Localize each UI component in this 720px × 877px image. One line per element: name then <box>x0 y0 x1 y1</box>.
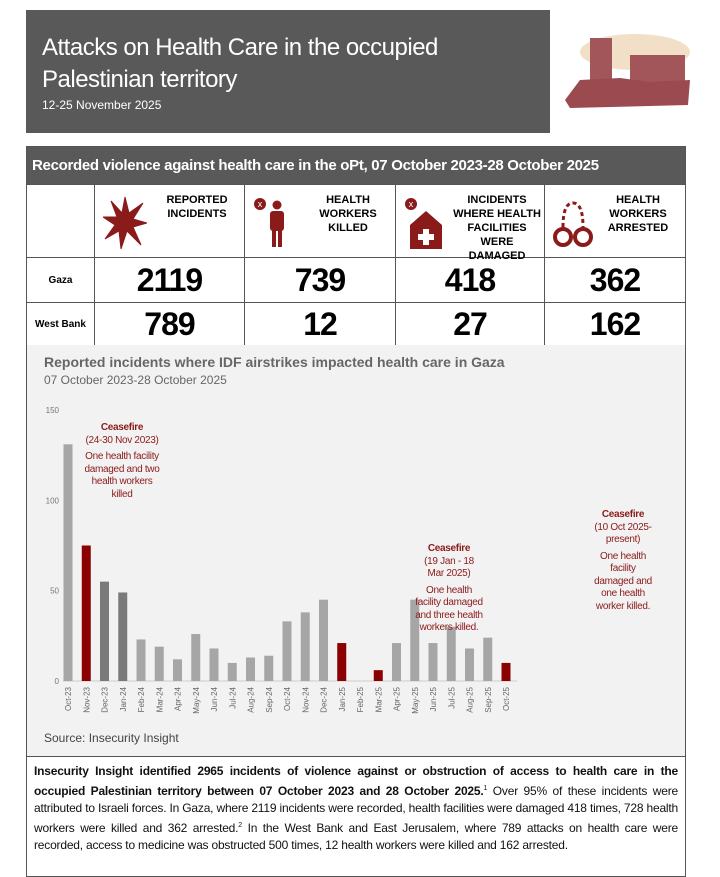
bar-nov-23 <box>82 546 91 682</box>
annotation-ceasefire-oct-2025: Ceasefire (10 Oct 2025-present) One health facility damaged and one health worker killed. <box>594 509 652 612</box>
report-title: Attacks on Health Care in the occupied Palestinian territory <box>42 34 438 93</box>
person-killed-icon <box>253 195 293 249</box>
column-header: x INCIDENTS WHERE HEALTH FACILITIES WERE DAMAGED <box>395 185 544 257</box>
x-tick-label: Jul-25 <box>447 687 457 709</box>
bar-oct-23 <box>64 444 73 681</box>
column-header: HEALTH WORKERS ARRESTED <box>544 185 685 257</box>
x-tick-label: Aug-25 <box>465 687 475 713</box>
x-tick-label: Jul-24 <box>228 687 238 709</box>
bar-mar-24 <box>155 647 164 681</box>
bar-jan-24 <box>118 592 127 681</box>
bar-nov-24 <box>301 612 310 681</box>
wb-killed: 12 <box>244 303 395 346</box>
explosion-icon <box>103 195 147 251</box>
bar-apr-24 <box>173 659 182 681</box>
x-tick-label: Apr-24 <box>173 687 183 712</box>
y-tick-label: 150 <box>45 406 59 415</box>
bar-oct-24 <box>283 621 292 681</box>
annotation-ceasefire-2023: Ceasefire (24-30 Nov 2023) One health facility damaged and two health workers killed <box>84 422 160 500</box>
statistics-table <box>26 146 686 346</box>
chart-subtitle: 07 October 2023-28 October 2025 <box>44 373 227 387</box>
svg-text:x: x <box>257 199 263 209</box>
bar-jun-24 <box>210 648 219 681</box>
bar-dec-23 <box>100 582 109 681</box>
x-tick-label: Nov-24 <box>301 687 311 713</box>
chart-title: Reported incidents where IDF airstrikes impacted health care in Gaza <box>44 354 505 370</box>
bar-mar-25 <box>374 670 383 681</box>
table-title: Recorded violence against health care in the oPt, 07 October 2023-28 October 2025 <box>27 147 685 184</box>
report-header <box>26 10 550 133</box>
bar-jul-25 <box>447 627 456 681</box>
gaza-arrested: 362 <box>544 258 685 302</box>
bar-jul-24 <box>228 663 237 681</box>
x-tick-label: Nov-23 <box>82 687 92 713</box>
x-tick-label: Feb-25 <box>356 687 365 713</box>
column-header: x HEALTH WORKERS KILLED <box>244 185 395 257</box>
table-row-gaza <box>27 257 685 302</box>
bar-oct-25 <box>502 663 511 681</box>
gaza-killed: 739 <box>244 258 395 302</box>
y-tick-label: 0 <box>54 677 59 686</box>
row-label: Gaza <box>48 274 73 286</box>
gaza-facilities-damaged: 418 <box>395 258 544 302</box>
bar-sep-25 <box>483 638 492 681</box>
x-tick-label: May-25 <box>410 687 420 714</box>
x-tick-label: Feb-24 <box>137 687 146 713</box>
report-date: 12-25 November 2025 <box>42 98 162 112</box>
y-tick-label: 100 <box>45 496 59 506</box>
bar-feb-24 <box>137 639 146 681</box>
damaged-facility-icon <box>404 195 444 249</box>
x-tick-label: Jan-25 <box>337 687 347 712</box>
table-row-west-bank <box>27 302 685 346</box>
handcuffs-icon <box>553 195 593 249</box>
x-tick-label: Sep-25 <box>483 687 493 713</box>
chart-source: Source: Insecurity Insight <box>44 731 179 745</box>
bar-jan-25 <box>337 643 346 681</box>
summary-paragraph: Insecurity Insight identified 2965 incidents of violence against or obstruction of access to health care in the occupied Palestinian territory between 07 October 2023 and 28 October 2025.$^1$ Over 95% of these incidents were attributed to Israeli forces. In Gaza, where 2119 incidents were recorded, health facilities were damaged 418 times, 728 health workers were killed and 362 arrested.$^2$ In the West Bank and East Jerusalem, where 789 attacks on health care were recorded, access to medicine was obstructed 500 times, 12 health workers were killed and 162 arrested. <box>34 764 678 852</box>
x-tick-label: Apr-25 <box>392 687 402 712</box>
chart-panel <box>26 345 686 757</box>
x-tick-label: Dec-23 <box>100 687 110 713</box>
x-tick-label: Dec-24 <box>319 687 329 713</box>
x-tick-label: Mar-24 <box>155 687 165 713</box>
bar-sep-24 <box>264 656 273 681</box>
wb-arrested: 162 <box>544 303 685 346</box>
destroyed-buildings-illustration <box>560 30 695 110</box>
bar-may-24 <box>191 634 200 681</box>
x-tick-label: Jan-24 <box>118 687 128 712</box>
bar-aug-25 <box>465 648 474 681</box>
y-tick-label: 50 <box>50 586 59 596</box>
gaza-incidents: 2119 <box>94 258 244 302</box>
x-tick-label: Sep-24 <box>264 687 274 713</box>
bar-apr-25 <box>392 643 401 681</box>
row-label: West Bank <box>35 319 86 330</box>
x-tick-label: Oct-24 <box>283 687 292 712</box>
bar-dec-24 <box>319 600 328 681</box>
x-tick-label: Mar-25 <box>374 687 384 713</box>
bar-chart <box>27 345 687 725</box>
x-tick-label: Aug-24 <box>246 687 256 713</box>
annotation-ceasefire-2025: Ceasefire (19 Jan - 18 Mar 2025) One health facility damaged and three health workers killed. <box>415 543 483 633</box>
wb-incidents: 789 <box>94 303 244 346</box>
x-tick-label: Oct-25 <box>502 687 511 712</box>
column-header: REPORTED INCIDENTS <box>94 185 244 257</box>
svg-text:x: x <box>408 199 414 209</box>
x-tick-label: May-24 <box>191 687 201 714</box>
bar-aug-24 <box>246 658 255 681</box>
x-tick-label: Oct-23 <box>64 687 73 712</box>
table-header-row <box>27 184 685 262</box>
x-tick-label: Jun-24 <box>210 687 219 712</box>
wb-facilities-damaged: 27 <box>395 303 544 346</box>
bar-jun-25 <box>429 643 438 681</box>
x-tick-label: Jun-25 <box>429 687 438 712</box>
